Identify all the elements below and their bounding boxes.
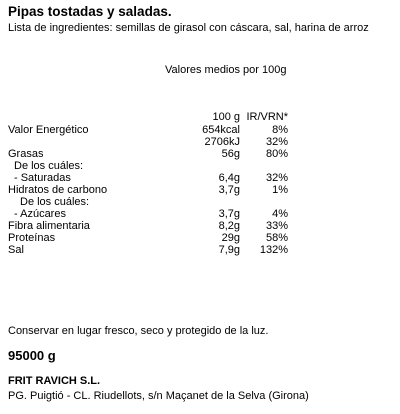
row-pct-sugars: 4% (272, 208, 288, 220)
row-pct-saturates: 32% (265, 172, 288, 184)
row-value-fat: 56g (221, 148, 240, 160)
row-value-salt: 7,9g (218, 244, 240, 256)
company-name: FRIT RAVICH S.L. (8, 375, 101, 387)
col-header-100g: 100 g (212, 111, 240, 123)
ingredients-list: Lista de ingredientes: semillas de girasol con cáscara, sal, harina de arroz (8, 22, 369, 34)
row-value-fibre: 8,2g (218, 220, 240, 232)
row-pct-carbs: 1% (272, 184, 288, 196)
net-weight: 95000 g (8, 348, 56, 363)
row-label-of-which-fat: De los cuáles: (14, 160, 84, 172)
row-label-protein: Proteínas (8, 232, 56, 244)
row-label-sugars: - Azúcares (14, 208, 66, 220)
row-value-saturates: 6,4g (218, 172, 240, 184)
row-label-of-which-carbs: De los cuáles: (20, 196, 90, 208)
row-pct-salt: 132% (259, 244, 288, 256)
row-pct-protein: 58% (265, 232, 288, 244)
company-address: PG. Puigtió - CL. Riudellots, s/n Maçanet de la Selva (Girona) (8, 390, 309, 402)
row-value-energy-kcal: 654kcal (202, 124, 240, 136)
storage-instructions: Conservar en lugar fresco, seco y protegido de la luz. (8, 325, 269, 337)
row-label-salt: Sal (8, 244, 24, 256)
row-pct-energy-kj: 32% (265, 136, 288, 148)
row-value-energy-kj: 2706kJ (204, 136, 240, 148)
row-pct-fibre: 33% (265, 220, 288, 232)
col-header-ir-vrn: IR/VRN* (246, 111, 288, 123)
row-label-carbs: Hidratos de carbono (8, 184, 108, 196)
row-pct-fat: 80% (265, 148, 288, 160)
product-title: Pipas tostadas y saladas. (8, 4, 172, 19)
nutrition-heading: Valores medios por 100g (165, 64, 287, 76)
row-pct-energy-kcal: 8% (272, 124, 288, 136)
row-label-fat: Grasas (8, 148, 44, 160)
row-label-energy: Valor Energético (8, 124, 89, 136)
row-value-protein: 29g (221, 232, 240, 244)
row-value-sugars: 3,7g (218, 208, 240, 220)
row-label-saturates: - Saturadas (14, 172, 71, 184)
row-value-carbs: 3,7g (218, 184, 240, 196)
row-label-fibre: Fibra alimentaria (8, 220, 90, 232)
